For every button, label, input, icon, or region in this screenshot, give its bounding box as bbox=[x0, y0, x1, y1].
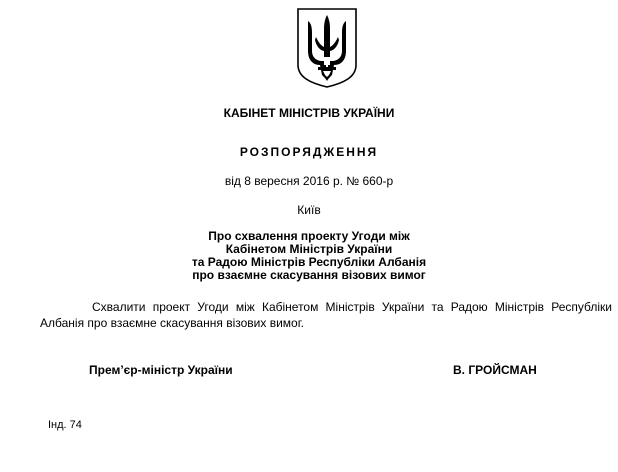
issuer-title: КАБІНЕТ МІНІСТРІВ УКРАЇНИ bbox=[223, 106, 395, 120]
signatory-title: Прем’єр-міністр України bbox=[89, 363, 233, 377]
signatory-name: В. ГРОЙСМАН bbox=[453, 363, 537, 377]
subject-line: Кабінетом Міністрів України bbox=[225, 242, 393, 256]
subject-line: про взаємне скасування візових вимог bbox=[192, 268, 426, 282]
document-date-number: від 8 вересня 2016 р. № 660-р bbox=[224, 174, 394, 188]
document-index: Інд. 74 bbox=[48, 419, 82, 431]
document-type: РОЗПОРЯДЖЕННЯ bbox=[239, 145, 379, 159]
document-city: Київ bbox=[297, 203, 321, 217]
document-subject bbox=[0, 230, 618, 282]
ukraine-trident-icon bbox=[296, 7, 358, 89]
body-paragraph: Схвалити проект Угоди між Кабінетом Міністрів України та Радою Міністрів Республіки Албанія про взаємне скасування візових вимог. bbox=[40, 300, 612, 330]
subject-line: Про схвалення проекту Угоди між bbox=[208, 229, 410, 243]
subject-line: та Радою Міністрів Республіки Албанія bbox=[191, 255, 427, 269]
